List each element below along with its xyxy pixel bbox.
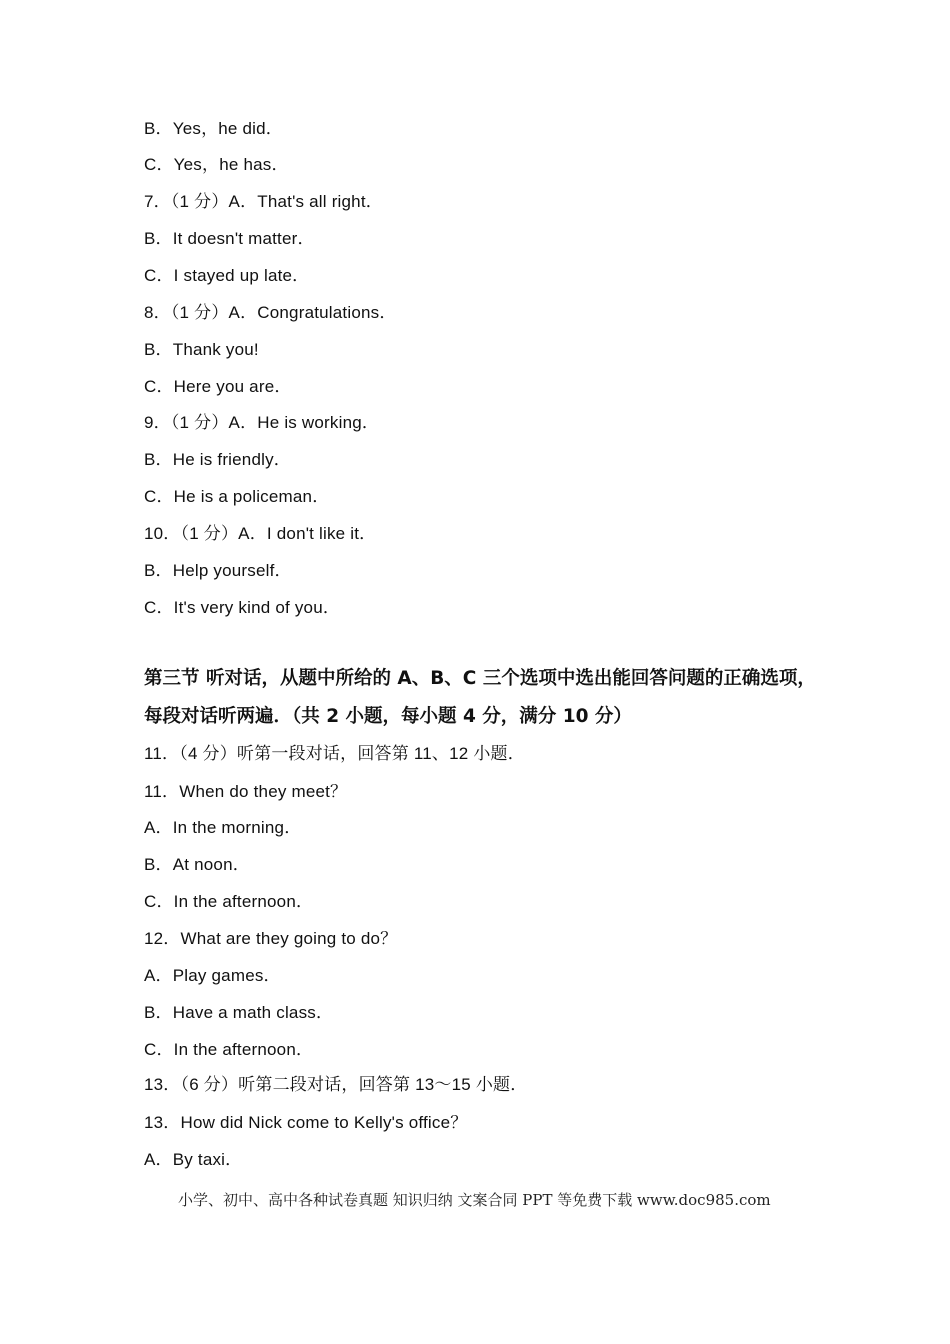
- question-13: 13．How did Nick come to Kelly's office？: [144, 1113, 468, 1132]
- question-12: 12．What are they going to do？: [144, 929, 398, 948]
- option-a-q12: A．Play games．: [144, 966, 281, 985]
- section-heading-line-1: 第三节 听对话，从题中所给的 A、B、C 三个选项中选出能回答问题的正确选项，: [144, 668, 816, 689]
- option-b-q12: B．Have a math class．: [144, 1003, 334, 1022]
- question-13-intro: 13．（6 分）听第二段对话，回答第 13～15 小题．: [144, 1075, 528, 1094]
- question-10-option-a: 10．（1 分）A．I don't like it．: [144, 524, 377, 543]
- option-c-q6: C．Yes，he has．: [144, 155, 289, 174]
- question-11-intro: 11．（4 分）听第一段对话，回答第 11、12 小题．: [144, 744, 525, 763]
- option-b-q7: B．It doesn't matter．: [144, 229, 315, 248]
- option-c-q10: C．It's very kind of you．: [144, 598, 341, 617]
- question-9-option-a: 9．（1 分）A．He is working．: [144, 413, 380, 432]
- option-a-q13: A．By taxi．: [144, 1150, 243, 1169]
- option-c-q12: C．In the afternoon．: [144, 1040, 314, 1059]
- option-a-q11: A．In the morning．: [144, 818, 302, 837]
- option-b-q11: B．At noon．: [144, 855, 250, 874]
- option-c-q8: C．Here you are．: [144, 377, 292, 396]
- option-c-q11: C．In the afternoon．: [144, 892, 314, 911]
- question-8-option-a: 8．（1 分）A．Congratulations．: [144, 303, 397, 322]
- option-b-q10: B．Help yourself．: [144, 561, 292, 580]
- option-b-q9: B．He is friendly．: [144, 450, 291, 469]
- question-11: 11．When do they meet？: [144, 782, 348, 801]
- option-c-q9: C．He is a policeman．: [144, 487, 330, 506]
- option-b-q8: B．Thank you!: [144, 340, 259, 359]
- option-b-q6: B．Yes，he did．: [144, 119, 283, 138]
- page-footer: 小学、初中、高中各种试卷真题 知识归纳 文案合同 PPT 等免费下载 www.doc985.com: [178, 1191, 771, 1209]
- section-heading-line-2: 每段对话听两遍．（共 2 小题，每小题 4 分，满分 10 分）: [144, 706, 632, 727]
- option-c-q7: C．I stayed up late．: [144, 266, 310, 285]
- question-7-option-a: 7．（1 分）A．That's all right．: [144, 192, 383, 211]
